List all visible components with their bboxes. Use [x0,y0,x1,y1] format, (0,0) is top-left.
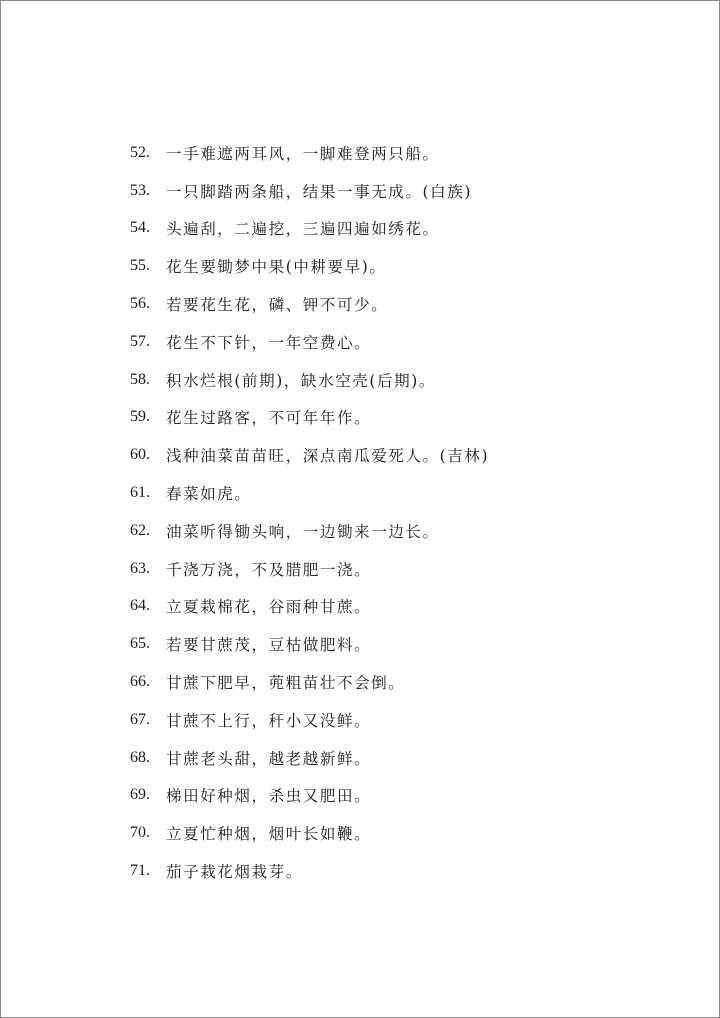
list-item [130,399,489,437]
item-number: 66. [130,673,150,691]
item-text: 春菜如虎。 [166,485,252,504]
list-item [130,739,489,777]
list-item [130,550,489,588]
list-item [130,663,489,701]
item-text: 花生过路客，不可年年作。 [166,409,372,428]
list-item [130,814,489,852]
item-text: 若要花生花，磷、钾不可少。 [166,296,389,315]
item-number: 59. [130,408,150,426]
list-item [130,777,489,815]
item-number: 60. [130,446,150,464]
item-text: 甘蔗下肥早，蔸粗苗壮不会倒。 [166,674,406,693]
item-number: 64. [130,597,150,615]
list-item [130,134,489,172]
item-number: 61. [130,484,150,502]
item-number: 52. [130,143,150,161]
item-text: 梯田好种烟，杀虫又肥田。 [166,787,372,806]
item-number: 65. [130,635,150,653]
item-text: 甘蔗不上行，秆小又没鲜。 [166,711,372,730]
list-item [130,625,489,663]
item-text: 浅种油菜苗苗旺，深点南瓜爱死人。(吉林) [166,447,490,466]
list-item [130,361,489,399]
list-item [130,701,489,739]
item-text: 花生不下针，一年空费心。 [166,333,372,352]
item-number: 57. [130,332,150,350]
item-number: 56. [130,295,150,313]
item-text: 千浇万浇，不及腊肥一浇。 [166,560,372,579]
list-item [130,323,489,361]
list-item [130,852,489,890]
item-text: 若要甘蔗茂，豆枯做肥料。 [166,636,372,655]
item-text: 一只脚踏两条船，结果一事无成。(白族) [166,182,472,201]
list-item [130,285,489,323]
item-number: 67. [130,710,150,728]
item-number: 53. [130,181,150,199]
list-item [130,588,489,626]
item-text: 立夏忙种烟，烟叶长如鞭。 [166,825,372,844]
item-number: 69. [130,786,150,804]
item-number: 55. [130,257,150,275]
item-number: 68. [130,748,150,766]
item-number: 71. [130,862,150,880]
item-number: 54. [130,219,150,237]
item-text: 茄子栽花烟栽芽。 [166,863,303,882]
item-number: 58. [130,370,150,388]
list-item [130,210,489,248]
list-item [130,512,489,550]
item-text: 积水烂根(前期)，缺水空壳(后期)。 [166,371,436,390]
item-text: 甘蔗老头甜，越老越新鲜。 [166,749,372,768]
list-item [130,436,489,474]
item-text: 立夏栽棉花，谷雨种甘蔗。 [166,598,372,617]
list-item [130,172,489,210]
item-number: 70. [130,824,150,842]
item-text: 花生要锄梦中果(中耕要早)。 [166,258,387,277]
item-text: 头遍刮，二遍挖，三遍四遍如绣花。 [166,220,440,239]
list-item [130,474,489,512]
item-text: 一手难遮两耳风，一脚难登两只船。 [166,144,440,163]
item-number: 63. [130,559,150,577]
list-item [130,247,489,285]
item-number: 62. [130,521,150,539]
proverb-list [130,134,489,890]
item-text: 油菜听得锄头响，一边锄来一边长。 [166,522,440,541]
